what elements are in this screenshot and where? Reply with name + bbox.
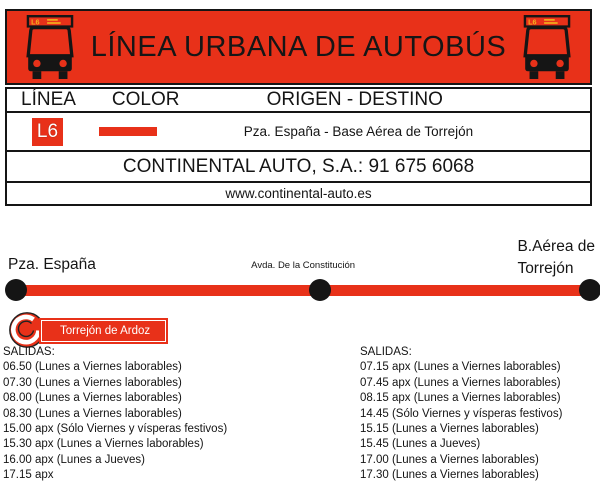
departure-row: 07.30 (Lunes a Viernes laborables)	[3, 376, 182, 389]
operator-name-phone: CONTINENTAL AUTO, S.A.: 91 675 6068	[122, 155, 475, 177]
table-row	[7, 111, 590, 150]
bus-icon-left	[19, 15, 81, 79]
departure-row: 15.15 (Lunes a Viernes laborables)	[360, 423, 539, 436]
departure-row: 15.00 apx (Sólo Viernes y vísperas festivos)	[3, 423, 228, 436]
departures-column-left	[3, 345, 227, 484]
route-end-label-line1: B.Aérea de	[517, 238, 595, 255]
column-header-linea: LÍNEA	[21, 89, 76, 110]
departure-row: 08.30 (Lunes a Viernes laborables)	[3, 407, 182, 420]
departure-row: 08.15 apx (Lunes a Viernes laborables)	[360, 392, 561, 405]
departure-row: 06.50 (Lunes a Viernes laborables)	[3, 361, 182, 374]
route-line	[12, 285, 596, 296]
column-header-origen-destino: ORIGEN - DESTINO	[266, 89, 443, 110]
departure-row: 14.45 (Sólo Viernes y vísperas festivos)	[360, 407, 563, 420]
operator-row	[7, 150, 590, 181]
table-header-row	[7, 89, 590, 111]
column-header-color: COLOR	[111, 89, 180, 110]
route-stop-dot-end	[579, 279, 600, 301]
departures-title: SALIDAS:	[3, 346, 55, 358]
route-start-label: Pza. España	[8, 256, 96, 273]
departure-row: 16.00 apx (Lunes a Jueves)	[3, 453, 145, 466]
departure-row: 08.00 (Lunes a Viernes laborables)	[3, 392, 182, 405]
departure-row: 15.45 (Lunes a Jueves)	[360, 438, 481, 451]
route-origin-destination: Pza. España - Base Aérea de Torrejón	[243, 124, 474, 139]
municipality-name-button[interactable]: Torrejón de Ardoz	[41, 320, 166, 342]
departures-title: SALIDAS:	[360, 346, 412, 358]
departure-row: 07.15 apx (Lunes a Viernes laborables)	[360, 361, 561, 374]
departure-row: 17.00 (Lunes a Viernes laborables)	[360, 453, 539, 466]
route-stop-dot-middle	[309, 279, 331, 301]
route-stop-dot-start	[5, 279, 27, 301]
bus-icon-right	[516, 15, 578, 79]
route-middle-stop-label: Avda. De la Constitución	[251, 260, 356, 271]
departures-column-right	[360, 345, 562, 484]
departure-row: 17.15 apx	[3, 469, 54, 482]
departure-row: 17.30 (Lunes a Viernes laborables)	[360, 469, 539, 482]
route-end-label	[517, 236, 595, 280]
header-banner	[5, 9, 592, 85]
departure-row: 07.45 apx (Lunes a Viernes laborables)	[360, 376, 561, 389]
route-end-label-line2: Torrejón	[517, 260, 574, 277]
line-info-table	[5, 87, 592, 206]
page-title: LÍNEA URBANA DE AUTOBÚS	[90, 30, 507, 63]
departure-row: 15.30 apx (Lunes a Viernes laborables)	[3, 438, 204, 451]
line-code-badge: L6	[32, 118, 63, 146]
operator-website-link[interactable]: www.continental-auto.es	[225, 186, 372, 201]
line-color-swatch	[99, 127, 157, 136]
route-diagram	[0, 235, 600, 305]
website-row	[7, 181, 590, 204]
